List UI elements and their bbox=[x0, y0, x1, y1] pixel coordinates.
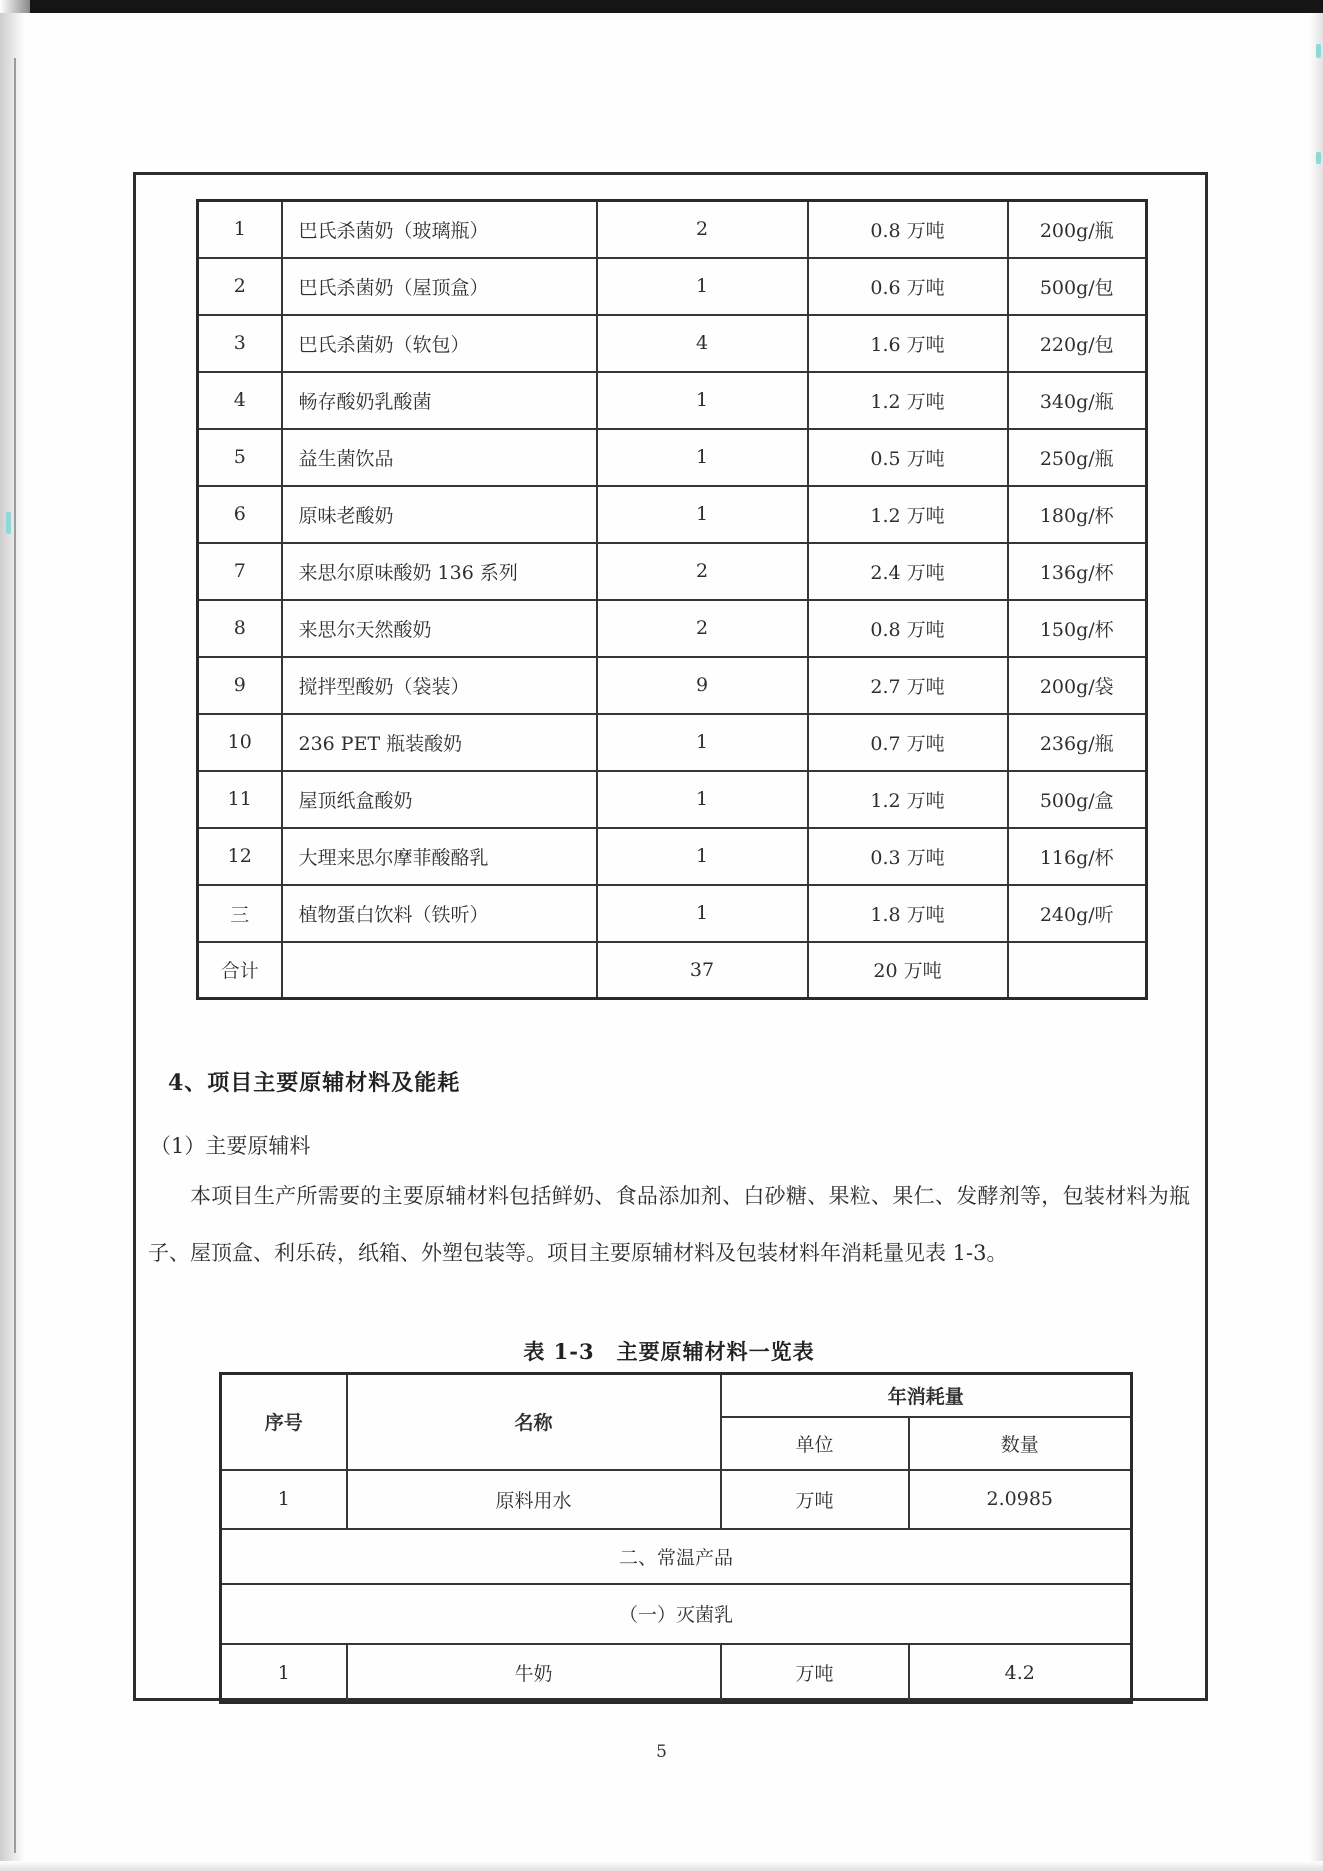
product-name: 原味老酸奶 bbox=[282, 486, 597, 543]
scan-cyan-speck bbox=[1316, 44, 1321, 58]
table-row bbox=[198, 942, 1147, 999]
table-row bbox=[198, 657, 1147, 714]
scan-left-edge-shadow bbox=[0, 13, 26, 1871]
column-header-no: 序号 bbox=[221, 1374, 347, 1470]
product-output-table bbox=[196, 199, 1148, 1000]
line-count: 2 bbox=[597, 201, 808, 258]
annual-output: 0.8 万吨 bbox=[808, 201, 1008, 258]
package-spec: 220g/包 bbox=[1008, 315, 1147, 372]
page-number: 5 bbox=[656, 1742, 667, 1762]
material-name: 牛奶 bbox=[347, 1644, 721, 1703]
product-name: 236 PET 瓶装酸奶 bbox=[282, 714, 597, 771]
row-no: 合计 bbox=[198, 942, 282, 999]
package-spec: 250g/瓶 bbox=[1008, 429, 1147, 486]
scan-top-bar-fade bbox=[0, 0, 30, 13]
annual-output: 2.7 万吨 bbox=[808, 657, 1008, 714]
table-row bbox=[221, 1644, 1132, 1703]
line-count: 1 bbox=[597, 714, 808, 771]
row-no: 5 bbox=[198, 429, 282, 486]
table-row bbox=[221, 1529, 1132, 1584]
row-no: 7 bbox=[198, 543, 282, 600]
product-name bbox=[282, 942, 597, 999]
table-row bbox=[198, 543, 1147, 600]
row-no: 1 bbox=[221, 1470, 347, 1529]
package-spec: 200g/袋 bbox=[1008, 657, 1147, 714]
annual-output: 0.3 万吨 bbox=[808, 828, 1008, 885]
table-row bbox=[198, 486, 1147, 543]
product-name: 大理来思尔摩菲酸酪乳 bbox=[282, 828, 597, 885]
product-name: 巴氏杀菌奶（屋顶盒） bbox=[282, 258, 597, 315]
table-row bbox=[198, 600, 1147, 657]
section-subheading: （1）主要原辅料 bbox=[150, 1134, 311, 1158]
product-name: 来思尔天然酸奶 bbox=[282, 600, 597, 657]
package-spec: 150g/杯 bbox=[1008, 600, 1147, 657]
annual-output: 1.2 万吨 bbox=[808, 771, 1008, 828]
line-count: 2 bbox=[597, 600, 808, 657]
row-no: 1 bbox=[198, 201, 282, 258]
line-count: 1 bbox=[597, 828, 808, 885]
annual-output: 0.7 万吨 bbox=[808, 714, 1008, 771]
annual-output: 2.4 万吨 bbox=[808, 543, 1008, 600]
material-qty: 2.0985 bbox=[909, 1470, 1132, 1529]
line-count: 9 bbox=[597, 657, 808, 714]
table-row bbox=[221, 1584, 1132, 1644]
merged-section-label: 二、常温产品 bbox=[221, 1529, 1132, 1584]
table-row bbox=[198, 372, 1147, 429]
package-spec: 136g/杯 bbox=[1008, 543, 1147, 600]
package-spec: 200g/瓶 bbox=[1008, 201, 1147, 258]
line-count: 1 bbox=[597, 486, 808, 543]
product-name: 屋顶纸盒酸奶 bbox=[282, 771, 597, 828]
row-no: 6 bbox=[198, 486, 282, 543]
line-count: 1 bbox=[597, 258, 808, 315]
material-qty: 4.2 bbox=[909, 1644, 1132, 1703]
package-spec: 236g/瓶 bbox=[1008, 714, 1147, 771]
scan-cyan-speck bbox=[6, 512, 11, 534]
row-no: 8 bbox=[198, 600, 282, 657]
product-name: 巴氏杀菌奶（软包） bbox=[282, 315, 597, 372]
table-row bbox=[198, 714, 1147, 771]
table-row bbox=[198, 429, 1147, 486]
annual-output: 0.8 万吨 bbox=[808, 600, 1008, 657]
material-name: 原料用水 bbox=[347, 1470, 721, 1529]
merged-section-label: （一）灭菌乳 bbox=[221, 1584, 1132, 1644]
row-no: 9 bbox=[198, 657, 282, 714]
annual-output: 1.6 万吨 bbox=[808, 315, 1008, 372]
row-no: 1 bbox=[221, 1644, 347, 1703]
table-row bbox=[221, 1470, 1132, 1529]
column-header-name: 名称 bbox=[347, 1374, 721, 1470]
materials-table bbox=[219, 1372, 1133, 1704]
line-count: 1 bbox=[597, 429, 808, 486]
product-name: 植物蛋白饮料（铁听） bbox=[282, 885, 597, 942]
material-unit: 万吨 bbox=[721, 1644, 909, 1703]
row-no: 10 bbox=[198, 714, 282, 771]
annual-output: 20 万吨 bbox=[808, 942, 1008, 999]
package-spec: 116g/杯 bbox=[1008, 828, 1147, 885]
package-spec: 240g/听 bbox=[1008, 885, 1147, 942]
line-count: 1 bbox=[597, 885, 808, 942]
column-header-qty: 数量 bbox=[909, 1417, 1132, 1470]
product-name: 巴氏杀菌奶（玻璃瓶） bbox=[282, 201, 597, 258]
column-header-annual: 年消耗量 bbox=[721, 1374, 1132, 1417]
package-spec: 180g/杯 bbox=[1008, 486, 1147, 543]
product-name: 益生菌饮品 bbox=[282, 429, 597, 486]
line-count: 37 bbox=[597, 942, 808, 999]
table-row bbox=[198, 258, 1147, 315]
row-no: 3 bbox=[198, 315, 282, 372]
line-count: 1 bbox=[597, 372, 808, 429]
scan-bottom-edge-shadow bbox=[0, 1861, 1323, 1871]
package-spec: 340g/瓶 bbox=[1008, 372, 1147, 429]
scan-top-black-bar bbox=[28, 0, 1323, 13]
annual-output: 1.2 万吨 bbox=[808, 486, 1008, 543]
table-row bbox=[198, 201, 1147, 258]
column-header-unit: 单位 bbox=[721, 1417, 909, 1470]
material-unit: 万吨 bbox=[721, 1470, 909, 1529]
row-no: 4 bbox=[198, 372, 282, 429]
package-spec bbox=[1008, 942, 1147, 999]
table-row bbox=[198, 885, 1147, 942]
product-name: 来思尔原味酸奶 136 系列 bbox=[282, 543, 597, 600]
annual-output: 1.2 万吨 bbox=[808, 372, 1008, 429]
row-no: 11 bbox=[198, 771, 282, 828]
table-row bbox=[198, 771, 1147, 828]
materials-table-title: 表 1-3 主要原辅材料一览表 bbox=[523, 1339, 815, 1364]
row-no: 2 bbox=[198, 258, 282, 315]
section-paragraph: 本项目生产所需要的主要原辅材料包括鲜奶、食品添加剂、白砂糖、果粒、果仁、发酵剂等，包装材料为瓶子、屋顶盒、利乐砖，纸箱、外塑包装等。项目主要原辅材料及包装材料年消耗量见表 1-3。 bbox=[148, 1184, 1190, 1265]
package-spec: 500g/包 bbox=[1008, 258, 1147, 315]
package-spec: 500g/盒 bbox=[1008, 771, 1147, 828]
annual-output: 1.8 万吨 bbox=[808, 885, 1008, 942]
line-count: 1 bbox=[597, 771, 808, 828]
table-row bbox=[198, 828, 1147, 885]
section-heading: 4、项目主要原辅材料及能耗 bbox=[168, 1070, 461, 1096]
scan-left-crease-line bbox=[14, 58, 16, 1853]
line-count: 2 bbox=[597, 543, 808, 600]
line-count: 4 bbox=[597, 315, 808, 372]
scan-cyan-speck bbox=[1316, 152, 1321, 164]
product-name: 畅存酸奶乳酸菌 bbox=[282, 372, 597, 429]
table-row bbox=[198, 315, 1147, 372]
row-no: 三 bbox=[198, 885, 282, 942]
annual-output: 0.5 万吨 bbox=[808, 429, 1008, 486]
product-name: 搅拌型酸奶（袋装） bbox=[282, 657, 597, 714]
scan-right-edge-shadow bbox=[1309, 13, 1323, 1871]
row-no: 12 bbox=[198, 828, 282, 885]
annual-output: 0.6 万吨 bbox=[808, 258, 1008, 315]
